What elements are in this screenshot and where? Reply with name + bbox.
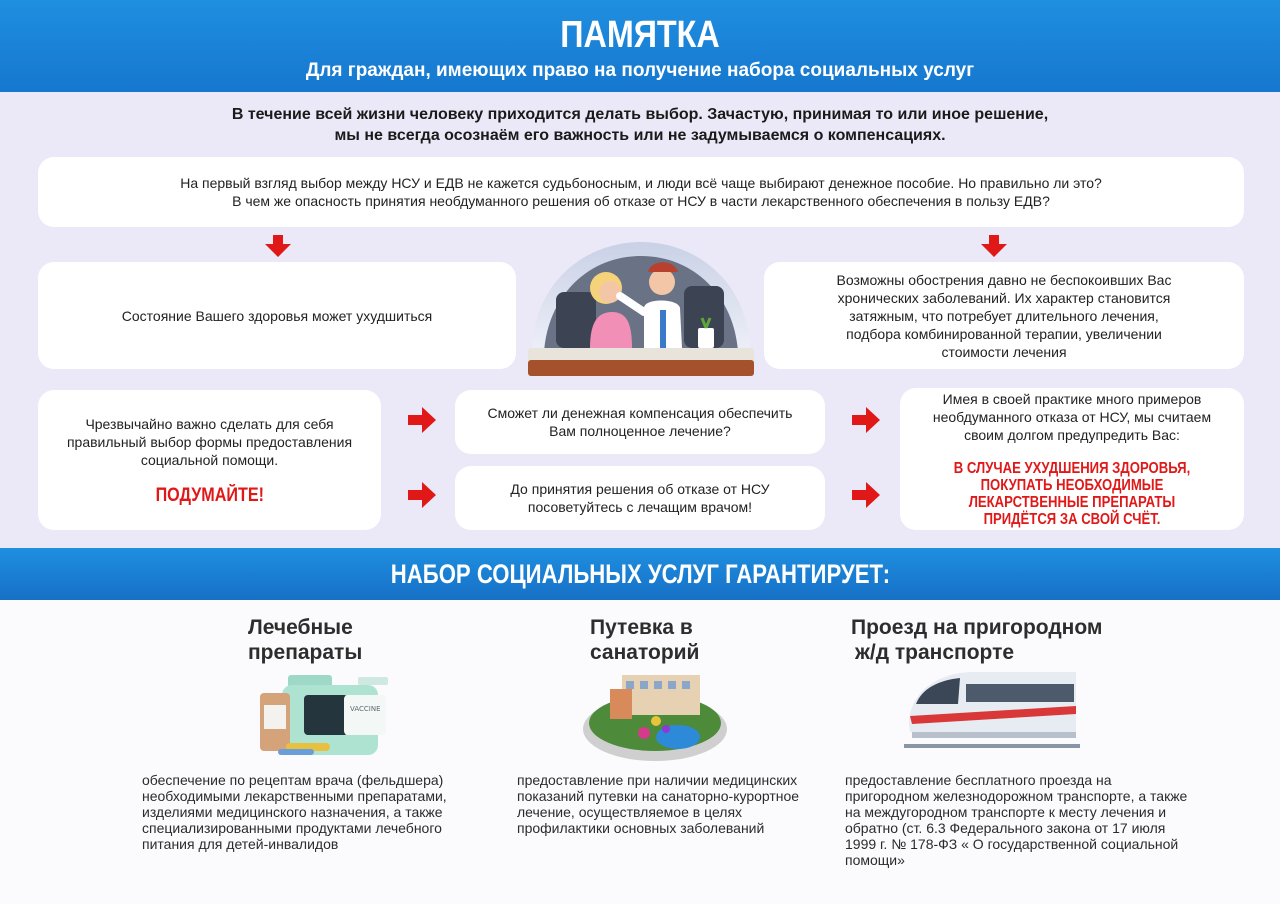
doctor-text: До принятия решения об отказе от НСУ посоветуйтесь с лечащим врачом! <box>510 481 770 515</box>
arrow-down-icon <box>265 235 291 257</box>
services-banner-title: НАБОР СОЦИАЛЬНЫХ УСЛУГ ГАРАНТИРУЕТ: <box>390 559 890 589</box>
warning-card <box>900 388 1244 530</box>
page-title: ПАМЯТКА <box>560 14 720 56</box>
compensation-card <box>455 390 825 454</box>
intro-text <box>0 104 1280 146</box>
service-title-line: ж/д транспорте <box>855 641 1015 664</box>
health-text: Состояние Вашего здоровья может ухудшиться <box>121 307 433 324</box>
header-banner <box>0 0 1280 92</box>
chronic-card <box>764 262 1244 369</box>
chronic-text: Возможны обострения давно не беспокоивших Вас хронических заболеваний. Их характер становится затяжным, что потребует длительного лечения, подбора комбинированной терапии, увеличении стоимости лечения <box>836 271 1172 360</box>
warning-alert: В СЛУЧАЕ УХУДШЕНИЯ ЗДОРОВЬЯ, ПОКУПАТЬ НЕОБХОДИМЫЕ ЛЕКАРСТВЕННЫЕ ПРЕПАРАТЫ ПРИДЁТСЯ ЗА СВОЙ СЧЁТ. <box>953 460 1191 528</box>
service-title-line: препараты <box>248 641 363 664</box>
page-subtitle: Для граждан, имеющих право на получение набора социальных услуг <box>305 60 975 81</box>
train-icon <box>900 662 1080 752</box>
arrow-down-icon <box>981 235 1007 257</box>
service-medicines-title <box>248 615 362 665</box>
compensation-text: Сможет ли денежная компенсация обеспечить Вам полноценное лечение? <box>487 405 793 439</box>
svg-text:VACCINE: VACCINE <box>350 705 381 713</box>
question-line-2: В чем же опасность принятия необдуманного решения об отказе от НСУ в части лекарственного обеспечения в пользу ЕДВ? <box>232 193 1050 209</box>
choice-card <box>38 390 381 530</box>
arrow-right-icon <box>408 482 436 508</box>
sanatorium-icon <box>582 663 728 763</box>
service-sanatorium-title <box>590 615 699 665</box>
service-title-line: санаторий <box>590 641 700 664</box>
doctor-patient-illustration <box>528 236 754 378</box>
intro-line-2: мы не всегда осознаём его важность или не задумываемся о компенсациях. <box>334 127 946 144</box>
arrow-right-icon <box>852 407 880 433</box>
arrow-right-icon <box>408 407 436 433</box>
service-title-line: Путевка в <box>590 616 693 639</box>
service-title-line: Проезд на пригородном <box>851 616 1103 639</box>
choice-text: Чрезвычайно важно сделать для себя правильный выбор формы предоставления социальной помощи. <box>66 416 353 468</box>
service-railway-text: предоставление бесплатного проезда на пригородном железнодорожном транспорте, а также на междугородном транспорте к месту лечения и обратно (ст. 6.3 Федерального закона от 17 июля 1999 г. № 178-ФЗ « О государственной социальной помощи» <box>845 772 1188 868</box>
intro-line-1: В течение всей жизни человеку приходится делать выбор. Зачастую, принимая то или иное решение, <box>231 106 1049 123</box>
think-callout: ПОДУМАЙТЕ! <box>155 485 264 506</box>
question-line-1: На первый взгляд выбор между НСУ и ЕДВ не кажется судьбоносным, и люди всё чаще выбирают денежное пособие. Но правильно ли это? <box>180 175 1102 191</box>
service-sanatorium-text: предоставление при наличии медицинских показаний путевки на санаторно-курортное лечение, осуществляемое в целях профилактики основных заболеваний <box>517 772 800 836</box>
health-card <box>38 262 516 369</box>
service-railway-title <box>851 615 1102 665</box>
warning-text: Имея в своей практике много примеров необдуманного отказа от НСУ, мы считаем своим долгом предупредить Вас: <box>932 391 1212 443</box>
service-medicines-text: обеспечение по рецептам врача (фельдшера) необходимыми лекарственными препаратами, изделиями медицинского назначения, а также специализированными продуктами лечебного питания для детей-инвалидов <box>142 772 447 852</box>
doctor-card <box>455 466 825 530</box>
service-title-line: Лечебные <box>248 616 353 639</box>
services-banner <box>0 548 1280 600</box>
question-card <box>38 157 1244 227</box>
medicine-bottles-icon <box>258 665 402 761</box>
arrow-right-icon <box>852 482 880 508</box>
